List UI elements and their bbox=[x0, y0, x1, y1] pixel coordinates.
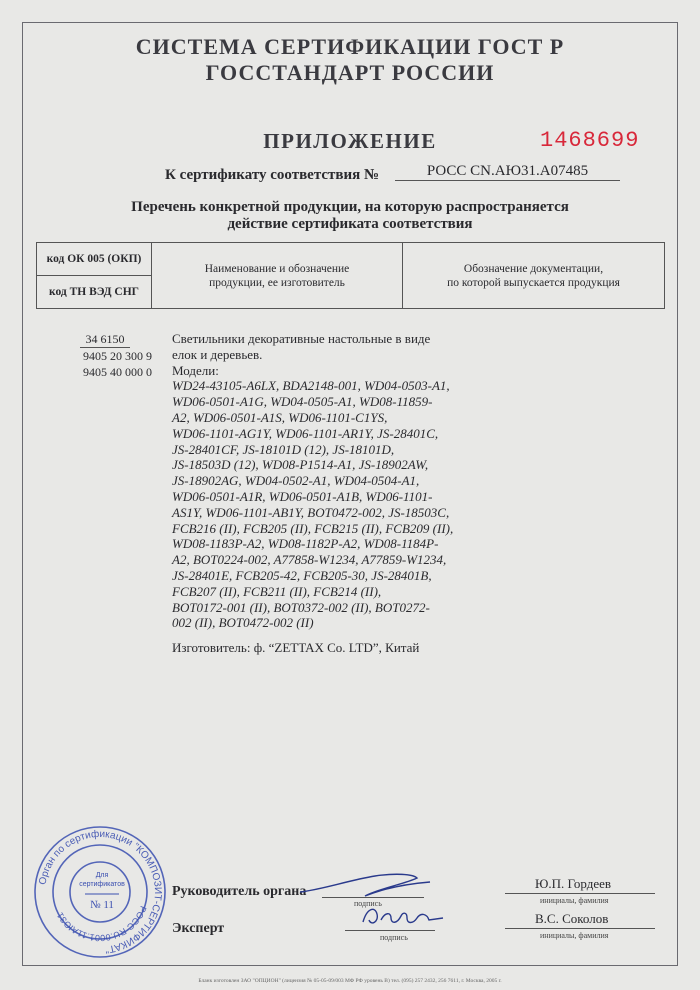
manufacturer: Изготовитель: ф. “ZETTAX Co. LTD”, Китай bbox=[172, 640, 420, 655]
stamp-outer-text: Орган по сертификации "КОМПОЗИТ-СЕРТИФИКАТ" bbox=[37, 828, 164, 955]
model-line: WD24-43105-A6LX, BDA2148-001, WD04-0503-A1, bbox=[172, 378, 450, 394]
model-line: 002 (II), BOT0472-002 (II) bbox=[172, 615, 314, 631]
product-line-1: Светильники декоративные настольные в виде bbox=[172, 331, 431, 346]
model-line: WD08-1183P-A2, WD08-1182P-A2, WD08-1184P- bbox=[172, 536, 439, 552]
model-line: JS-28401E, FCB205-42, FCB205-30, JS-28401B, bbox=[172, 567, 432, 583]
head-sign-caption: подпись bbox=[354, 899, 382, 908]
stamp-inner-line-2: сертификатов bbox=[79, 881, 125, 888]
name-col-line-1: Наименование и обозначение bbox=[204, 262, 350, 275]
model-line: A2, BOT0224-002, A77858-W1234, A77859-W1234, bbox=[172, 552, 447, 568]
expert-label: Эксперт bbox=[172, 921, 225, 936]
serial-number: 1468699 bbox=[540, 128, 640, 153]
certificate-number: РОСС CN.АЮ31.А07485 bbox=[395, 163, 620, 181]
model-line: JS-28401CF, JS-18101D (12), JS-18101D, bbox=[172, 441, 395, 457]
expert-name-line bbox=[505, 928, 655, 929]
head-name-line bbox=[505, 893, 655, 894]
certificate-label: К сертификату соответствия № bbox=[165, 167, 380, 183]
model-line: WD06-0501-A1G, WD04-0505-A1, WD08-11859- bbox=[172, 394, 433, 410]
page-title: ПРИЛОЖЕНИЕ bbox=[263, 129, 437, 153]
certification-stamp-icon bbox=[30, 822, 170, 962]
product-codes bbox=[36, 331, 156, 380]
product-line-2: елок и деревьев. bbox=[172, 346, 263, 362]
tnved-code-2: 9405 40 000 0 bbox=[83, 365, 152, 379]
head-name: Ю.П. Гордеев bbox=[535, 876, 611, 891]
header-line-2: ГОССТАНДАРТ РОССИИ bbox=[205, 60, 495, 85]
code-tnved-header: код ТН ВЭД СНГ bbox=[37, 276, 152, 309]
code-okp-header: код ОК 005 (ОКП) bbox=[37, 243, 152, 276]
model-line: FCB207 (II), FCB211 (II), FCB214 (II), bbox=[172, 583, 382, 599]
model-line: A2, WD06-0501-A1S, WD06-1101-C1YS, bbox=[172, 409, 388, 425]
name-column-header bbox=[152, 243, 403, 309]
expert-sign-caption: подпись bbox=[380, 933, 408, 942]
expert-name-caption: инициалы, фамилия bbox=[540, 931, 609, 940]
okp-code: 34 6150 bbox=[80, 331, 130, 348]
models-label: Модели: bbox=[172, 362, 219, 378]
footer-print-info: Бланк изготовлен ЗАО "ОПЦИОН" (лицензия № 05-05-09/003 МФ РФ уровень В) тел. (095) 257 2432, 256 7611, г. Москва, 2005 г. bbox=[198, 978, 502, 984]
stamp-reg-text: РОСС RU.0001.11АЮ31 bbox=[54, 904, 149, 944]
intro-line-2: действие сертификата соответствия bbox=[227, 216, 473, 232]
intro-line-1: Перечень конкретной продукции, на которую распространяется bbox=[131, 199, 569, 215]
stamp-inner-number: № 11 bbox=[90, 899, 114, 911]
header-line-1: СИСТЕМА СЕРТИФИКАЦИИ ГОСТ Р bbox=[135, 34, 565, 59]
doc-column-header bbox=[403, 243, 665, 309]
model-line: JS-18902AG, WD04-0502-A1, WD04-0504-A1, bbox=[172, 473, 420, 489]
model-line: WD06-0501-A1R, WD06-0501-A1B, WD06-1101- bbox=[172, 488, 433, 504]
model-line: BOT0172-001 (II), BOT0372-002 (II), BOT0272- bbox=[172, 599, 430, 615]
model-line: JS-18503D (12), WD08-P1514-A1, JS-18902AW, bbox=[172, 457, 429, 473]
head-of-body-label: Руководитель органа bbox=[172, 884, 307, 899]
name-col-line-2: продукции, ее изготовитель bbox=[209, 276, 345, 289]
doc-col-line-2: по которой выпускается продукция bbox=[447, 276, 620, 289]
tnved-code-1: 9405 20 300 9 bbox=[83, 349, 152, 363]
expert-signature-icon bbox=[355, 898, 450, 933]
model-line: AS1Y, WD06-1101-AB1Y, BOT0472-002, JS-18503C, bbox=[172, 504, 450, 520]
head-name-caption: инициалы, фамилия bbox=[540, 896, 609, 905]
product-description bbox=[172, 331, 472, 631]
expert-name: В.С. Соколов bbox=[535, 911, 609, 926]
models-list bbox=[172, 378, 472, 631]
model-line: FCB216 (II), FCB205 (II), FCB215 (II), FCB209 (II), bbox=[172, 520, 454, 536]
model-line: WD06-1101-AG1Y, WD06-1101-AR1Y, JS-28401C, bbox=[172, 425, 439, 441]
doc-col-line-1: Обозначение документации, bbox=[463, 262, 604, 275]
product-table-header bbox=[36, 242, 665, 309]
stamp-inner-line-1: Для bbox=[95, 872, 109, 879]
